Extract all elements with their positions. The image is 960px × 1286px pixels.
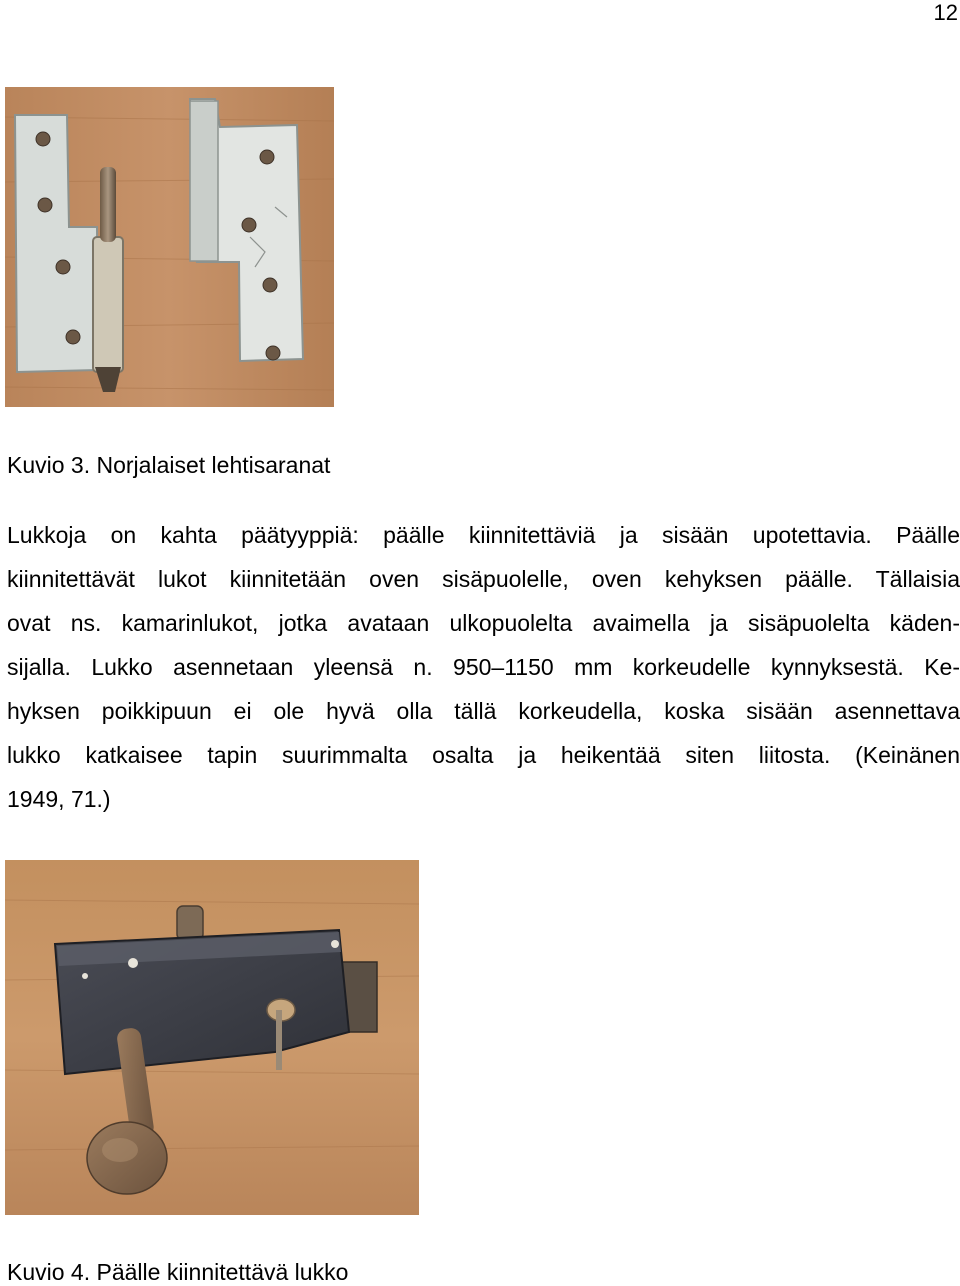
hinges-photo (5, 87, 334, 407)
paragraph-line: ovat ns. kamarinlukot, jotka avataan ulkopuolelta avaimella ja sisäpuolelta käden- (7, 610, 960, 636)
paragraph-line: sijalla. Lukko asennetaan yleensä n. 950–1150 mm korkeudelle kynnyksestä. Ke- (7, 654, 960, 680)
page-number: 12 (933, 0, 958, 25)
paragraph-line: Lukkoja on kahta päätyyppiä: päälle kiinnitettäviä ja sisään upotettavia. Päälle (7, 522, 960, 548)
paragraph-line: 1949, 71.) (7, 786, 111, 812)
figure-caption-2: Kuvio 4. Päälle kiinnitettävä lukko (7, 1259, 349, 1285)
lock-photo (5, 860, 419, 1215)
paragraph-line: lukko katkaisee tapin suurimmalta osalta ja heikentää siten liitosta. (Keinänen (7, 742, 960, 768)
paragraph-line: hyksen poikkipuun ei ole hyvä olla tällä korkeudella, koska sisään asennettava (7, 698, 960, 724)
figure-caption-1: Kuvio 3. Norjalaiset lehtisaranat (7, 452, 331, 478)
paragraph-line: kiinnitettävät lukot kiinnitetään oven sisäpuolelle, oven kehyksen päälle. Tällaisia (7, 566, 960, 592)
